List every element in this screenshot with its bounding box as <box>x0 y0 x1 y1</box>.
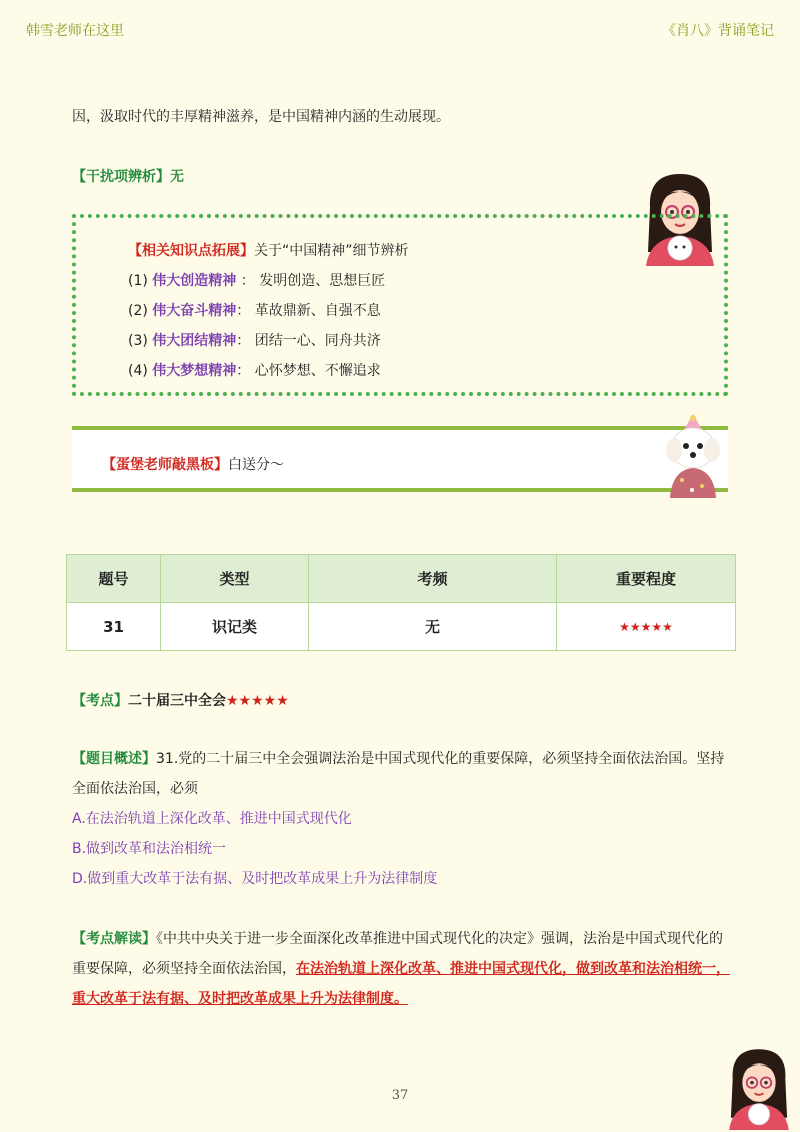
knowledge-title-text: 关于“中国精神”细节辨析 <box>254 243 409 259</box>
distractor-line <box>72 166 184 186</box>
page-number: 37 <box>391 1088 409 1103</box>
item-desc: 心怀梦想、不懈追求 <box>254 363 381 379</box>
knowledge-title <box>128 240 409 260</box>
option-b: B.做到改革和法治相统一 <box>72 841 227 857</box>
header-cell: 重要程度 <box>557 555 736 603</box>
interpretation-line-2 <box>72 958 730 978</box>
item-num: (2) <box>128 303 148 319</box>
board-text: 白送分～ <box>228 457 284 473</box>
question-text: 31.党的二十届三中全会强调法治是中国式现代化的重要保障，必须坚持全面依法治国。坚持 <box>156 751 725 767</box>
board-line <box>102 454 284 474</box>
kaodian-text: 二十届三中全会 <box>128 693 226 709</box>
interpretation-plain: 重要保障，必须坚持全面依法治国， <box>72 961 296 977</box>
knowledge-item <box>128 270 385 290</box>
item-name: 伟大团结精神 <box>152 333 237 349</box>
question-tag: 【题目概述】 <box>72 751 156 767</box>
knowledge-box <box>72 214 728 396</box>
item-name: 伟大奋斗精神 <box>152 303 237 319</box>
item-num: (3) <box>128 333 148 349</box>
item-desc: 团结一心、同舟共济 <box>254 333 381 349</box>
interpretation-line-3 <box>72 988 408 1008</box>
question-line-2: 全面依法治国，必须 <box>72 781 198 797</box>
header-right: 《肖八》背诵笔记 <box>662 23 774 39</box>
item-num: (1) <box>128 273 148 289</box>
cell-frequency: 无 <box>309 603 557 651</box>
item-name: 伟大梦想精神 <box>152 363 237 379</box>
question-line-1 <box>72 748 724 768</box>
header-left: 韩雪老师在这里 <box>26 23 124 39</box>
item-sep: ： <box>236 273 255 289</box>
item-num: (4) <box>128 363 148 379</box>
table-header-row <box>67 555 736 603</box>
dog-mascot-icon <box>662 414 724 498</box>
teacher-avatar-icon <box>722 1044 796 1130</box>
knowledge-item <box>128 330 381 350</box>
item-name: 伟大创造精神 <box>152 273 237 289</box>
knowledge-item <box>128 300 381 320</box>
cell-number: 31 <box>67 603 161 651</box>
kaodian-tag: 【考点】 <box>72 693 128 709</box>
knowledge-tag: 【相关知识点拓展】 <box>128 243 254 259</box>
intro-line: 因，汲取时代的丰厚精神滋养，是中国精神内涵的生动展现。 <box>72 109 450 125</box>
knowledge-item <box>128 360 381 380</box>
item-sep: ： <box>236 363 251 379</box>
interpretation-highlight: 重大改革于法有据、及时把改革成果上升为法律制度。 <box>72 991 408 1007</box>
interpretation-line-1 <box>72 928 723 948</box>
header-cell: 题号 <box>67 555 161 603</box>
question-info-table <box>66 554 736 651</box>
distractor-text: 无 <box>170 169 184 185</box>
interpretation-text: 《中共中央关于进一步全面深化改革推进中国式现代化的决定》强调，法治是中国式现代化的 <box>156 931 723 947</box>
interpretation-highlight: 在法治轨道上深化改革、推进中国式现代化，做到改革和法治相统一， <box>296 961 730 977</box>
kaodian-line <box>72 690 289 710</box>
board-tag: 【蛋堡老师敲黑板】 <box>102 457 228 473</box>
blackboard-box <box>72 426 728 492</box>
option-d: D.做到重大改革于法有据、及时把改革成果上升为法律制度 <box>72 871 438 887</box>
item-sep: ： <box>236 303 251 319</box>
item-desc: 发明创造、思想巨匠 <box>259 273 386 289</box>
item-desc: 革故鼎新、自强不息 <box>254 303 381 319</box>
cell-type: 识记类 <box>161 603 309 651</box>
distractor-tag: 【干扰项辨析】 <box>72 169 170 185</box>
cell-importance: ★★★★★ <box>557 603 736 651</box>
kaodian-stars: ★★★★★ <box>226 693 289 709</box>
interpretation-tag: 【考点解读】 <box>72 931 156 947</box>
option-a: A.在法治轨道上深化改革、推进中国式现代化 <box>72 811 352 827</box>
header-cell: 考频 <box>309 555 557 603</box>
table-row <box>67 603 736 651</box>
item-sep: ： <box>236 333 251 349</box>
header-cell: 类型 <box>161 555 309 603</box>
